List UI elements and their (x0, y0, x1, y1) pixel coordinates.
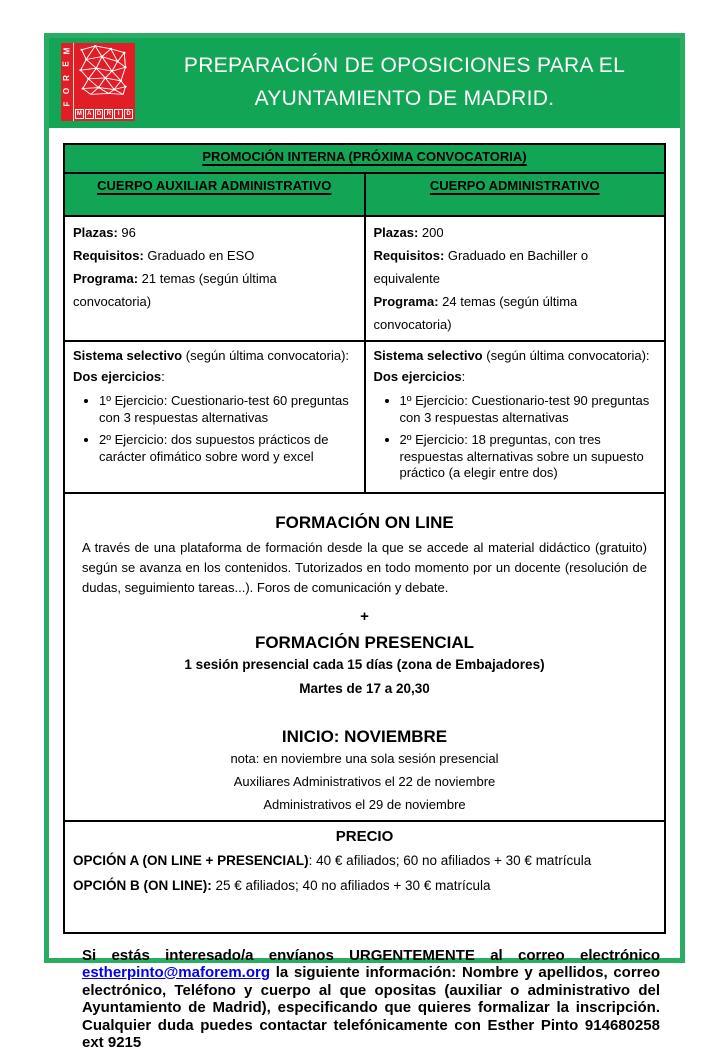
column-header-administrativo: CUERPO ADMINISTRATIVO (365, 173, 666, 216)
madrid-letter: D (95, 109, 104, 119)
logo-letter: O (61, 87, 71, 94)
formacion-online-title: FORMACIÓN ON LINE (275, 512, 454, 532)
detail-value: 21 temas (según última convocatoria) (73, 271, 277, 309)
header-band (49, 38, 680, 128)
detail-value: 24 temas (según última convocatoria) (373, 294, 578, 332)
detail-label: Requisitos: (373, 248, 445, 263)
ejercicios-list (374, 393, 657, 482)
logo-letter: E (62, 61, 71, 67)
plus-sign: + (360, 607, 369, 625)
contact-text-after: la siguiente información: Nombre y apellidos, correo electrónico, Teléfono y cuerpo al que opositas (auxiliar o administrativo del Ayuntamiento de Madrid), especificando que quieres formalizar la inscripción. Cualquier duda puedes contactar telefónicamente con Esther Pinto 914680258 ext 9215 (82, 964, 660, 1051)
formacion-online-text: A través de una plataforma de formación desde la que se accede al material didáctico (gratuito) según se avanza en los contenidos. Tutorizados en todo momento por un docente (resolución de dudas, seguimiento tareas...). Foros de comunicación y debate. (82, 539, 647, 595)
madrid-letter: D (124, 109, 133, 119)
detail-label: Requisitos: (73, 248, 144, 263)
auxiliar-details-cell (64, 216, 365, 341)
sistema-suffix: (según última convocatoria): (482, 348, 650, 363)
madrid-letter: M (76, 111, 82, 117)
page-title (135, 49, 680, 117)
opcion-label: OPCIÓN A (ON LINE + PRESENCIAL) (73, 852, 309, 868)
madrid-letter: I (114, 109, 123, 119)
sistema-selectivo-line (374, 346, 657, 366)
dos-ejercicios-line (73, 367, 356, 387)
ejercicio-item: • 2º Ejercicio: dos supuestos prácticos de carácter ofimático sobre word y excel (99, 432, 356, 465)
presencial-schedule-line: 1 sesión presencial cada 15 días (zona de Embajadores) (184, 656, 545, 672)
page-title-line2: AYUNTAMIENTO DE MADRID. (254, 87, 555, 110)
logo-letter: R (62, 74, 71, 81)
promo-table (63, 143, 666, 934)
opcion-value: 25 € afiliados; 40 no afiliados + 30 € matrícula (211, 877, 491, 893)
logo-vertical-text (61, 43, 74, 121)
detail-plazas (73, 221, 356, 244)
detail-programa (374, 290, 657, 336)
detail-value: 200 (418, 225, 444, 240)
presencial-hours-line: Martes de 17 a 20,30 (299, 680, 430, 696)
table-header-promocion: PROMOCIÓN INTERNA (PRÓXIMA CONVOCATORIA) (64, 144, 665, 173)
detail-programa (73, 267, 356, 313)
ejercicios-suffix: : (161, 369, 165, 384)
detail-label: Programa: (373, 294, 439, 309)
inicio-administrativos-date: Administrativos el 29 de noviembre (263, 796, 466, 812)
sistema-selectivo-line (73, 346, 356, 366)
inicio-note: nota: en noviembre una sola sesión presencial (230, 750, 499, 766)
forem-madrid-logo (61, 43, 135, 121)
administrativo-details-cell (365, 216, 666, 341)
administrativo-sistema-cell (365, 341, 666, 493)
auxiliar-sistema-cell (64, 341, 365, 493)
logo-letter: M (61, 47, 71, 55)
dos-ejercicios-line (374, 367, 657, 387)
opcion-label: OPCIÓN B (ON LINE): (73, 877, 212, 893)
detail-plazas (374, 221, 657, 244)
page-title-line1: PREPARACIÓN DE OPOSICIONES PARA EL (183, 54, 626, 77)
contact-instructions (82, 947, 660, 1052)
ejercicio-item: • 2º Ejercicio: 18 preguntas, con tres respuestas alternativas sobre un supuesto práctico (a elegir entre dos) (400, 432, 657, 482)
detail-value: Graduado en ESO (143, 248, 255, 263)
logo-madrid-label (75, 109, 133, 119)
precio-opcion-b (73, 873, 656, 898)
detail-label: Plazas: (73, 225, 118, 240)
inicio-title: INICIO: NOVIEMBRE (281, 726, 448, 746)
precio-opcion-a (73, 848, 656, 873)
detail-value: 96 (117, 225, 136, 240)
ejercicio-item: • 1º Ejercicio: Cuestionario-test 90 preguntas con 3 respuestas alternativas (400, 393, 657, 426)
column-header-auxiliar: CUERPO AUXILIAR ADMINISTRATIVO (64, 173, 365, 216)
sistema-suffix: (según última convocatoria): (182, 348, 350, 363)
precio-title: PRECIO (335, 827, 394, 845)
sistema-label: Sistema selectivo (373, 348, 483, 363)
precio-cell (64, 821, 665, 933)
detail-requisitos (374, 244, 657, 290)
ejercicios-list (73, 393, 356, 465)
detail-label: Programa: (73, 271, 139, 286)
email-link[interactable]: estherpinto@maforem.org (82, 964, 270, 981)
page-frame (44, 33, 685, 1051)
formacion-presencial-title: FORMACIÓN PRESENCIAL (254, 632, 475, 652)
opcion-value: : 40 € afiliados; 60 no afiliados + 30 € matrícula (308, 852, 592, 868)
detail-label: Plazas: (373, 225, 419, 240)
ejercicios-label: Dos ejercicios (373, 369, 462, 384)
madrid-letter: R (104, 109, 113, 119)
logo-letter: F (61, 101, 71, 107)
ejercicios-suffix: : (461, 369, 466, 384)
madrid-letter: A (85, 109, 94, 119)
logo-constellation-icon (74, 43, 135, 121)
detail-requisitos (73, 244, 356, 267)
ejercicio-item: • 1º Ejercicio: Cuestionario-test 60 preguntas con 3 respuestas alternativas (99, 393, 356, 426)
ejercicios-label: Dos ejercicios (73, 369, 162, 384)
contact-text-before: Si estás interesado/a envíanos URGENTEMENTE al correo electrónico (82, 946, 660, 964)
detail-value: Graduado en Bachiller o equivalente (373, 248, 589, 286)
formacion-cell (64, 493, 665, 821)
inicio-auxiliares-date: Auxiliares Administrativos el 22 de noviembre (233, 773, 496, 789)
sistema-label: Sistema selectivo (73, 348, 183, 363)
